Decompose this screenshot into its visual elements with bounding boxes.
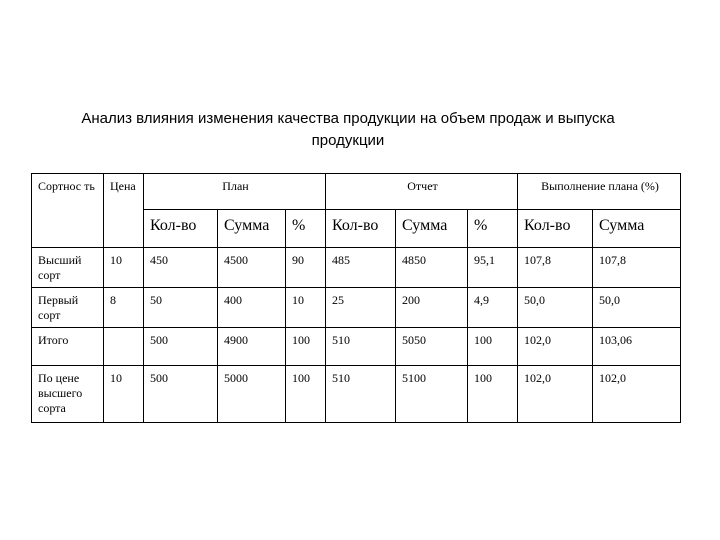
table-cell: 200 — [396, 288, 468, 328]
table-cell: 500 — [144, 328, 218, 366]
table-row — [32, 328, 681, 366]
table-cell: 103,06 — [593, 328, 681, 366]
row-price — [104, 328, 144, 366]
header-row-1 — [32, 174, 681, 210]
table-cell: 5000 — [218, 366, 286, 423]
table-cell: 510 — [326, 366, 396, 423]
table-cell: 4500 — [218, 248, 286, 288]
subheader-report-pct: % — [468, 210, 518, 248]
table-cell: 102,0 — [518, 328, 593, 366]
table-cell: 100 — [468, 366, 518, 423]
table-cell: 4900 — [218, 328, 286, 366]
table-cell: 90 — [286, 248, 326, 288]
table-cell: 50,0 — [593, 288, 681, 328]
table-cell: 100 — [286, 328, 326, 366]
row-price: 8 — [104, 288, 144, 328]
table-row — [32, 288, 681, 328]
title-line-1: Анализ влияния изменения качества продукции на объем продаж и выпуска — [81, 110, 615, 127]
table-cell: 4850 — [396, 248, 468, 288]
table-cell: 102,0 — [518, 366, 593, 423]
table-cell: 102,0 — [593, 366, 681, 423]
table-cell: 25 — [326, 288, 396, 328]
header-report: Отчет — [326, 174, 518, 210]
table-cell: 5050 — [396, 328, 468, 366]
header-price: Цена — [104, 174, 144, 248]
table-cell: 510 — [326, 328, 396, 366]
subheader-report-qty: Кол-во — [326, 210, 396, 248]
row-price: 10 — [104, 366, 144, 423]
table-cell: 107,8 — [593, 248, 681, 288]
subheader-plan-qty: Кол-во — [144, 210, 218, 248]
subheader-report-sum: Сумма — [396, 210, 468, 248]
table-cell: 100 — [286, 366, 326, 423]
row-label: По цене высшего сорта — [32, 366, 104, 423]
table-cell: 10 — [286, 288, 326, 328]
table-cell: 4,9 — [468, 288, 518, 328]
row-price: 10 — [104, 248, 144, 288]
table-cell: 95,1 — [468, 248, 518, 288]
row-label: Итого — [32, 328, 104, 366]
title-line-2: продукции — [311, 132, 385, 149]
document-title — [28, 108, 668, 152]
table-row — [32, 248, 681, 288]
row-label: Первый сорт — [32, 288, 104, 328]
table-cell: 500 — [144, 366, 218, 423]
subheader-fulfillment-qty: Кол-во — [518, 210, 593, 248]
table-row — [32, 366, 681, 423]
table-cell: 107,8 — [518, 248, 593, 288]
subheader-plan-pct: % — [286, 210, 326, 248]
table-cell: 100 — [468, 328, 518, 366]
table-cell: 485 — [326, 248, 396, 288]
table-cell: 5100 — [396, 366, 468, 423]
header-fulfillment: Выполнение плана (%) — [518, 174, 681, 210]
table-cell: 50,0 — [518, 288, 593, 328]
subheader-plan-sum: Сумма — [218, 210, 286, 248]
table-cell: 450 — [144, 248, 218, 288]
header-plan: План — [144, 174, 326, 210]
table-cell: 400 — [218, 288, 286, 328]
subheader-fulfillment-sum: Сумма — [593, 210, 681, 248]
row-label: Высший сорт — [32, 248, 104, 288]
header-grade: Сортнос ть — [32, 174, 104, 248]
table-cell: 50 — [144, 288, 218, 328]
quality-analysis-table — [31, 173, 681, 423]
